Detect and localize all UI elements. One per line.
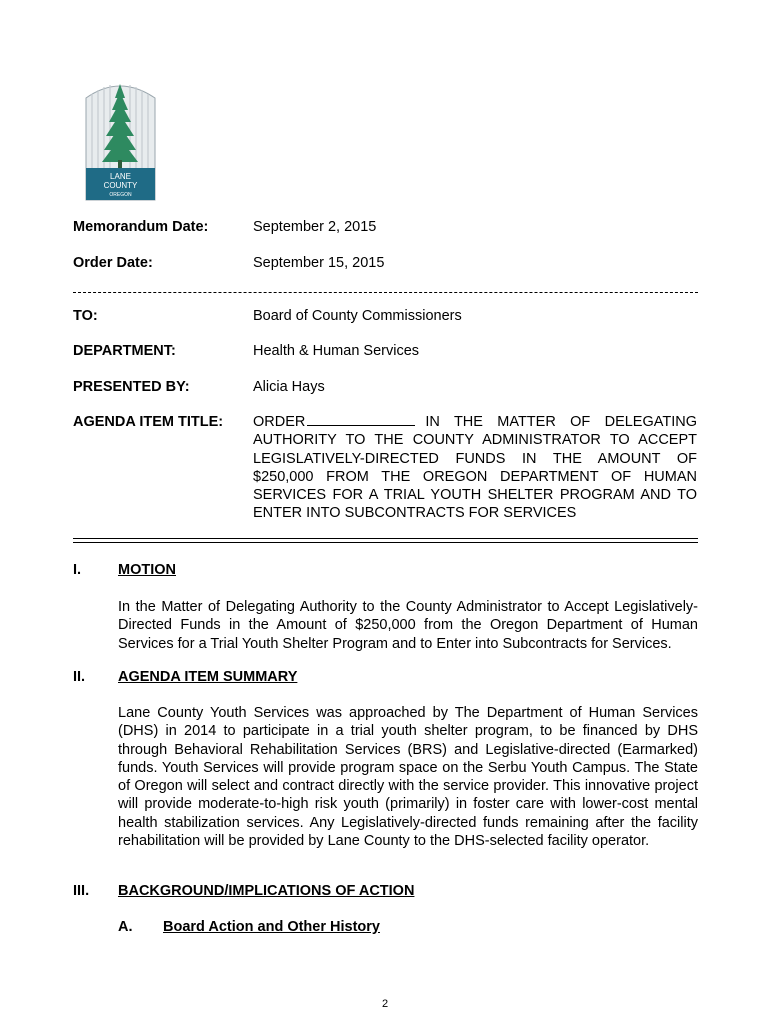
order-number-blank [307, 413, 415, 426]
section-2-body: Lane County Youth Services was approached by The Department of Human Services (DHS) in 2014 to participate in a trial youth shelter program, to be financed by DHS through Behavioral Rehabilitation Services (BRS) and Legislative-directed (Earmarked) funds. Youth Services will provide program space on the Serbu Youth Campus. The State of Oregon will select and contract directly with the service provider. This innovative project will provide moderate-to-high risk youth (primarily) in foster care with lower-cost mental health stabilization services. Any Legislatively-directed funds remaining after the facility rehabilitation will be provided by Lane County to the DHS-selected facility operator. [118, 705, 698, 850]
order-date-label: Order Date: [73, 255, 153, 271]
section-1-number: I. [73, 562, 82, 578]
section-1-body: In the Matter of Delegating Authority to the County Administrator to Accept Legislatively-Directed Funds in the Amount of $250,000 from the Oregon Department of Human Services for a Trial Youth Shelter Program and to Enter into Subcontracts for Services. [118, 599, 698, 652]
logo-line-1: LANE [110, 172, 131, 181]
section-2-number: II. [73, 669, 86, 685]
section-2-title: AGENDA ITEM SUMMARY [118, 669, 298, 685]
agenda-order-word: ORDER [253, 414, 306, 430]
double-rule-divider [73, 538, 698, 543]
department-value: Health & Human Services [253, 343, 420, 359]
section-3a-number: A. [118, 919, 133, 935]
section-3-title: BACKGROUND/IMPLICATIONS OF ACTION [118, 883, 415, 899]
section-3-number: III. [73, 883, 90, 899]
agenda-title-text: IN THE MATTER OF DELEGATING AUTHORITY TO THE COUNTY ADMINISTRATOR TO ACCEPT LEGISLATIVELY-DIRECTED FUNDS IN THE AMOUNT OF $250,000 FROM THE OREGON DEPARTMENT OF HUMAN SERVICES FOR A TRIAL YOUTH SHELTER PROGRAM AND TO ENTER INTO SUBCONTRACTS FOR SERVICES [253, 414, 697, 522]
logo-line-3: OREGON [109, 192, 132, 198]
tree-logo-icon [84, 80, 157, 201]
section-1-title: MOTION [118, 562, 176, 578]
department-label: DEPARTMENT: [73, 343, 176, 359]
page-number: 2 [381, 998, 389, 1010]
dashed-divider [73, 292, 698, 294]
lane-county-logo [84, 80, 157, 201]
presented-by-label: PRESENTED BY: [73, 379, 190, 395]
to-label: TO: [73, 308, 98, 324]
memo-date-label: Memorandum Date: [73, 219, 209, 235]
presented-by-value: Alicia Hays [253, 379, 325, 395]
memo-date-value: September 2, 2015 [253, 219, 377, 235]
section-3a-title: Board Action and Other History [163, 919, 380, 935]
agenda-item-title-value [253, 413, 697, 523]
agenda-item-title-label: AGENDA ITEM TITLE: [73, 414, 224, 430]
logo-line-2: COUNTY [103, 181, 138, 190]
order-date-value: September 15, 2015 [253, 255, 385, 271]
to-value: Board of County Commissioners [253, 308, 462, 324]
